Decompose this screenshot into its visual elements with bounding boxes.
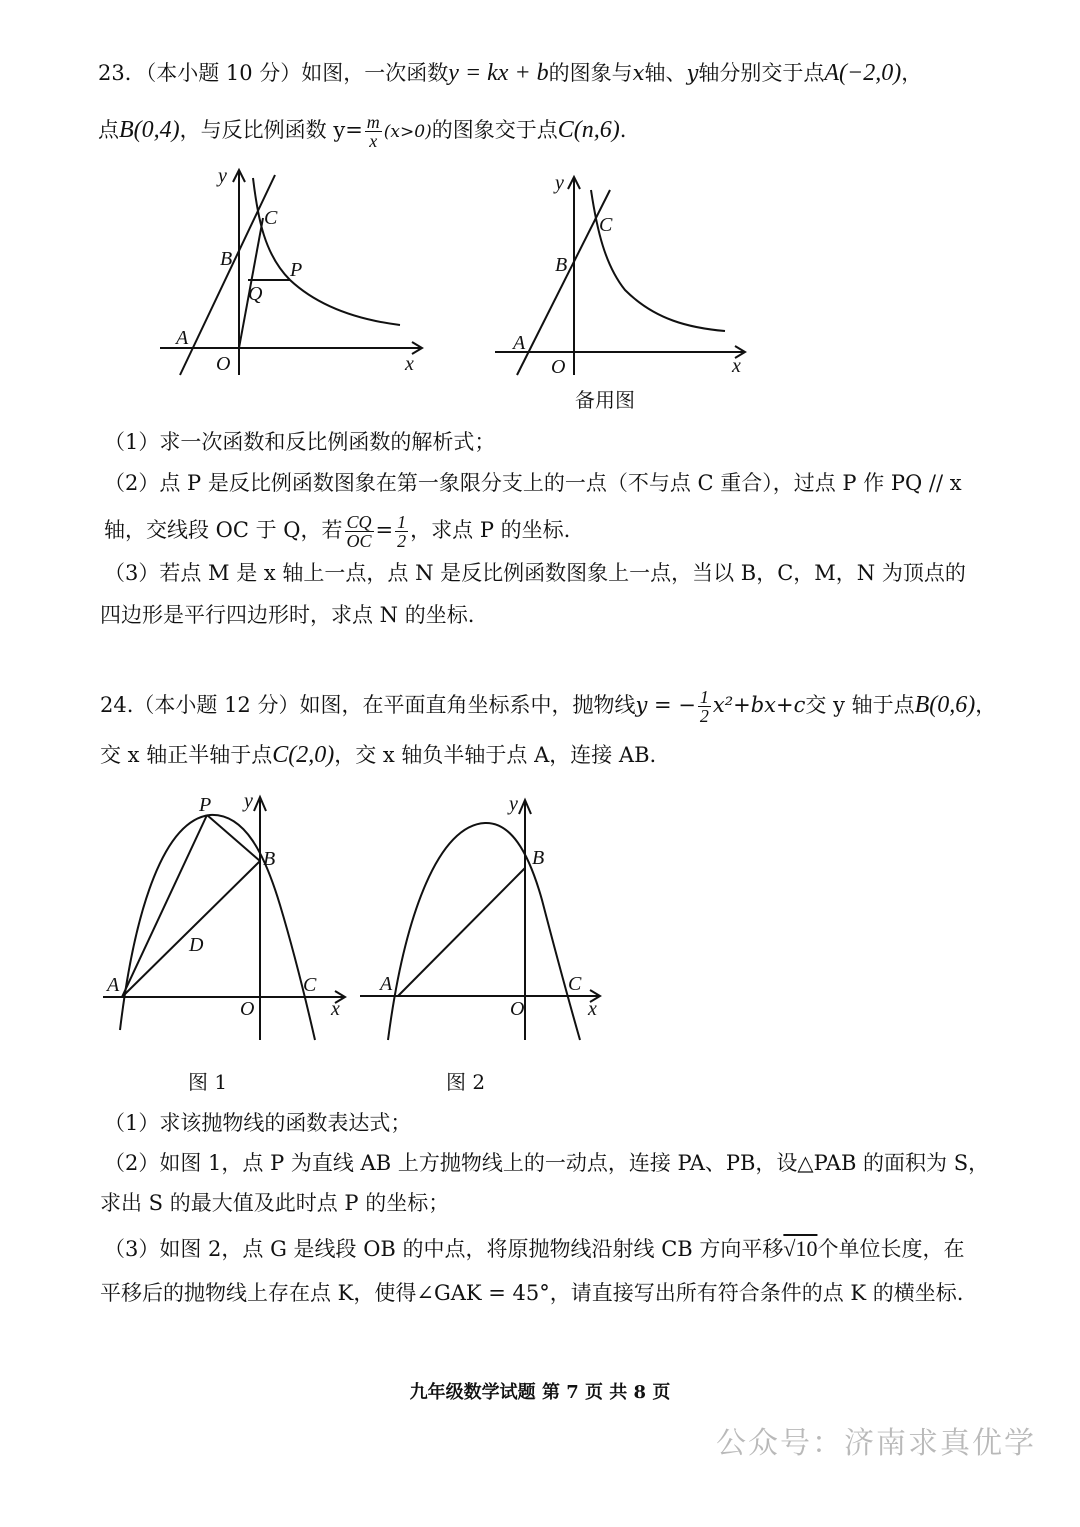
segment-ab	[122, 861, 260, 997]
q24-part3-text: （3）如图 2，点 G 是线段 OB 的中点，将原抛物线沿射线 CB 方向平移	[104, 1237, 784, 1261]
parabola-curve	[120, 815, 315, 1040]
q24-eq-lhs: y = −	[635, 693, 696, 717]
q23-intro-text: 23．（本小题 10 分）如图，一次函数	[98, 61, 449, 85]
q23-part2-text: ，求点 P 的坐标.	[410, 518, 571, 542]
q23-line2	[98, 113, 626, 150]
fraction-denominator: 2	[699, 706, 709, 726]
label-x: x	[588, 998, 597, 1020]
q23-part2-b	[104, 513, 570, 550]
label-p: P	[199, 794, 212, 816]
q23-text: 的图象与	[548, 61, 633, 85]
label-c: C	[303, 974, 317, 996]
fraction-numerator: 1	[397, 512, 407, 532]
q23-backup-caption: 备用图	[575, 388, 635, 412]
hyperbola-curve	[591, 190, 725, 331]
q23-line1	[98, 58, 922, 88]
segment-ab	[398, 868, 525, 996]
q23-ratio-half	[395, 513, 408, 550]
q24-part3-text: 个单位长度，在	[817, 1237, 965, 1261]
q23-text: ，	[901, 61, 923, 85]
label-p: P	[290, 259, 303, 281]
label-a: A	[107, 974, 120, 996]
q23-part2-a: （2）点 P 是反比例函数图象在第一象限分支上的一点（不与点 C 重合），过点 P 作 PQ // x	[104, 471, 962, 495]
label-o: O	[240, 998, 255, 1020]
q24-eq-rhs: x²+bx+c	[712, 693, 806, 717]
q23-text: 的图象交于点	[431, 118, 558, 142]
q24-part2-b: 求出 S 的最大值及此时点 P 的坐标；	[100, 1191, 450, 1215]
label-y: y	[244, 790, 253, 812]
label-o: O	[510, 998, 525, 1020]
q24-line1	[100, 688, 996, 725]
q23-part3-b: 四边形是平行四边形时，求点 N 的坐标.	[100, 603, 475, 627]
q23-text: .	[619, 118, 627, 142]
label-x: x	[405, 353, 414, 375]
q23-text: 点	[98, 118, 119, 142]
label-b: B	[220, 248, 233, 270]
q23-figure-backup	[485, 165, 765, 390]
label-y: y	[509, 793, 518, 815]
q24-intro-text: 24.（本小题 12 分）如图，在平面直角坐标系中，抛物线	[100, 693, 636, 717]
fraction-numerator: CQ	[346, 512, 372, 532]
label-x: x	[331, 998, 340, 1020]
q23-x-var: x	[632, 61, 645, 85]
fraction-numerator: m	[366, 112, 380, 132]
label-q: Q	[248, 283, 263, 305]
q24-part3-a	[104, 1234, 964, 1264]
q24-point-c: C(2,0)	[272, 742, 335, 768]
q23-y-var: y	[686, 61, 699, 85]
line-ab	[180, 175, 275, 375]
label-y: y	[218, 165, 227, 187]
label-a: A	[176, 327, 189, 349]
q23-text: 轴分别交于点	[698, 61, 825, 85]
q24-eq-half	[698, 688, 711, 725]
q24-point-b: B(0,6)	[914, 692, 976, 718]
q23-part2-text: 轴，交线段 OC 于 Q，若	[104, 518, 343, 542]
segment-pa	[122, 815, 207, 997]
equals-sign: =	[375, 518, 394, 542]
q23-text: 轴、	[644, 61, 687, 85]
q24-text: 交 y 轴于点	[805, 693, 915, 717]
q23-figure-main	[150, 160, 440, 390]
q23-point-a: A(−2,0)	[824, 60, 902, 86]
q24-part2-a: （2）如图 1，点 P 为直线 AB 上方抛物线上的一动点，连接 PA、PB，设△PAB 的面积为 S，	[104, 1151, 990, 1175]
label-y: y	[555, 172, 564, 194]
label-b: B	[532, 847, 545, 869]
fraction-denominator: x	[369, 131, 378, 151]
q23-part1: （1）求一次函数和反比例函数的解析式；	[104, 430, 496, 454]
label-c: C	[599, 214, 613, 236]
fraction-denominator: OC	[346, 531, 372, 551]
q23-inverse-fraction	[365, 113, 382, 150]
label-a: A	[380, 973, 393, 995]
q23-point-c: C(n,6)	[557, 117, 620, 143]
fraction-numerator: 1	[699, 687, 709, 707]
fraction-denominator: 2	[397, 531, 407, 551]
hyperbola-curve	[253, 178, 400, 325]
q24-figure-2	[350, 790, 610, 1050]
label-a: A	[513, 332, 526, 354]
label-b: B	[555, 254, 568, 276]
q23-point-b: B(0,4)	[119, 117, 180, 143]
label-x: x	[732, 355, 741, 377]
q24-line2	[100, 740, 656, 770]
label-o: O	[216, 353, 231, 375]
label-b: B	[263, 848, 276, 870]
q24-part1: （1）求该抛物线的函数表达式；	[104, 1111, 412, 1135]
watermark: 公众号：济南求真优学	[716, 1426, 1036, 1461]
q23-ratio-cq-oc	[345, 513, 374, 550]
label-c: C	[568, 973, 582, 995]
q24-text: 交 x 轴正半轴于点	[100, 743, 273, 767]
q23-part3-a: （3）若点 M 是 x 轴上一点，点 N 是反比例函数图象上一点，当以 B，C，M，N 为顶点的	[104, 561, 966, 585]
sqrt-ten: √10	[783, 1236, 818, 1261]
q24-part3-b: 平移后的抛物线上存在点 K，使得∠GAK = 45°，请直接写出所有符合条件的点 K 的横坐标.	[100, 1281, 964, 1305]
q23-linear-equation: y = kx + b	[448, 60, 549, 86]
q24-fig1-caption: 图 1	[188, 1070, 228, 1094]
q24-text: ，	[975, 693, 997, 717]
q24-figure-1	[95, 785, 355, 1050]
label-c: C	[264, 207, 278, 229]
q23-text: ，与反比例函数 y=	[179, 118, 363, 142]
q24-text: ，交 x 轴负半轴于点 A，连接 AB.	[334, 743, 657, 767]
q24-fig2-caption: 图 2	[446, 1070, 486, 1094]
parabola-curve	[388, 823, 580, 1040]
label-d: D	[189, 934, 204, 956]
page-footer: 九年级数学试题 第 7 页 共 8 页	[409, 1382, 671, 1403]
q23-domain: (x>0)	[383, 122, 432, 142]
label-o: O	[551, 356, 566, 378]
